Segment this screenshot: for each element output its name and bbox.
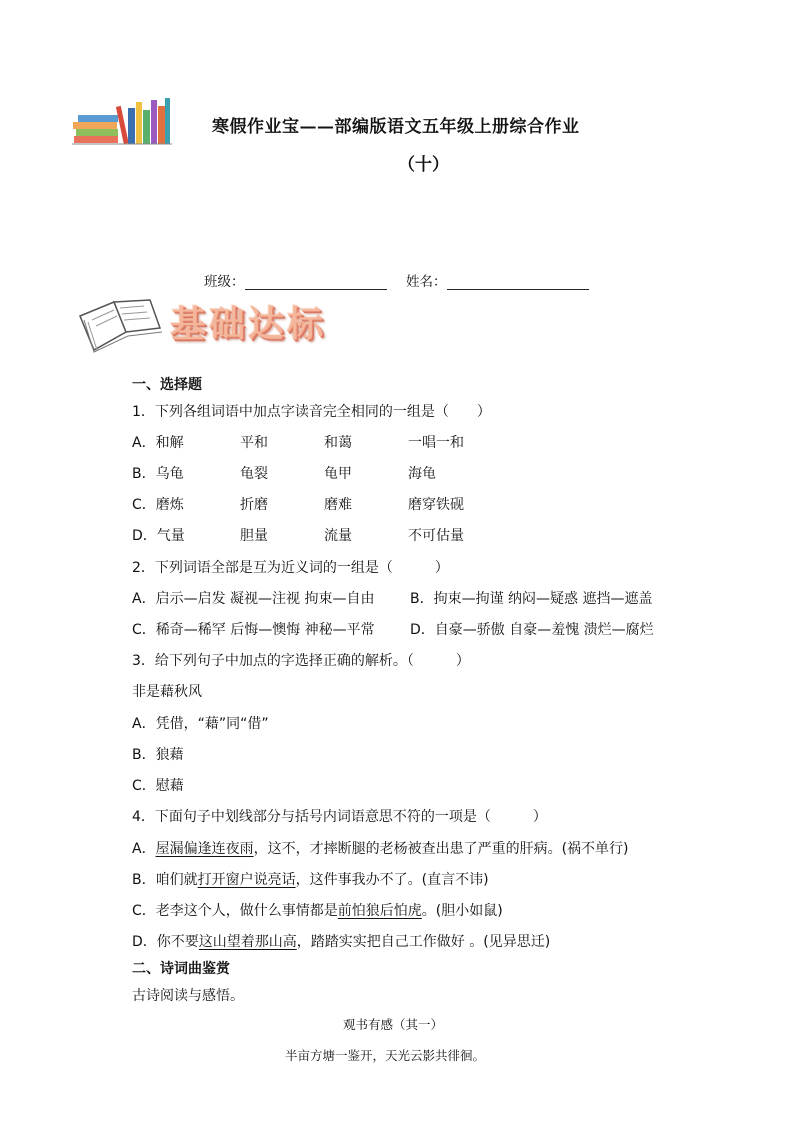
class-label: 班级： xyxy=(204,274,245,290)
q1-a-word1: A．和解 xyxy=(132,435,184,451)
q2-option-b[interactable]: B．拘束—拘谨 纳闷—疑惑 遮挡—遮盖 xyxy=(410,591,653,607)
q4-c-prefix: C．老李这个人，做什么事情都是 xyxy=(132,903,338,919)
q2-option-a[interactable]: A．启示—启发 凝视—注视 拘束—自由 xyxy=(132,591,375,607)
page-subtitle: （十） xyxy=(398,155,449,175)
q4-option-d[interactable] xyxy=(132,931,550,951)
poem-line-1: 半亩方塘一鉴开，天光云影共徘徊。 xyxy=(285,1048,486,1063)
q2-option-c[interactable]: C．稀奇—稀罕 后悔—懊悔 神秘—平常 xyxy=(132,622,375,638)
q2-option-d[interactable]: D．自豪—骄傲 自豪—羞愧 溃烂—腐烂 xyxy=(410,622,654,638)
page-title: 寒假作业宝——部编版语文五年级上册综合作业 xyxy=(212,117,580,137)
section-heading-choice: 一、选择题 xyxy=(132,377,202,393)
q4-option-b[interactable] xyxy=(132,869,489,889)
q1-c-word2: 折磨 xyxy=(240,497,268,513)
q1-a-word4: 一唱一和 xyxy=(408,435,464,451)
name-label: 姓名： xyxy=(406,274,447,290)
q1-d-word4: 不可估量 xyxy=(408,528,464,544)
q4-b-underlined: 打开窗户说亮话 xyxy=(197,872,296,888)
question-4-stem: 4．下面句子中划线部分与括号内词语意思不符的一项是（ ） xyxy=(132,809,547,825)
q1-d-word2: 胆量 xyxy=(240,528,268,544)
class-blank[interactable] xyxy=(245,275,387,290)
question-1-stem: 1．下列各组词语中加点字读音完全相同的一组是（ ） xyxy=(132,404,491,420)
q1-c-word4: 磨穿铁砚 xyxy=(408,497,464,513)
q4-option-c[interactable] xyxy=(132,900,503,920)
q4-a-prefix: A． xyxy=(132,841,156,857)
q3-sentence: 非是藉秋风 xyxy=(132,684,202,700)
q1-option-c[interactable] xyxy=(132,494,552,514)
q4-b-rest: ，这件事我办不了。(直言不讳) xyxy=(295,872,489,888)
q1-c-word1: C．磨炼 xyxy=(132,497,184,513)
q1-d-word3: 流量 xyxy=(324,528,352,544)
section-heading-poetry: 二、诗词曲鉴赏 xyxy=(132,961,230,977)
books-icon xyxy=(72,96,172,146)
question-3-stem: 3．给下列句子中加点的字选择正确的解析。（ ） xyxy=(132,653,470,669)
q1-b-word1: B．乌龟 xyxy=(132,466,184,482)
q1-d-word1: D．气量 xyxy=(132,528,185,544)
q1-b-word2: 龟裂 xyxy=(240,466,268,482)
q4-option-a[interactable] xyxy=(132,838,629,858)
poem-title: 观书有感（其一） xyxy=(343,1017,444,1032)
q1-c-word3: 磨难 xyxy=(324,497,352,513)
q1-option-a[interactable] xyxy=(132,432,552,452)
name-field[interactable] xyxy=(406,270,589,290)
q3-option-a[interactable]: A．凭借，“藉”同“借” xyxy=(132,716,269,732)
q3-option-c[interactable]: C．慰藉 xyxy=(132,778,184,794)
q1-a-word2: 平和 xyxy=(240,435,268,451)
question-2-stem: 2．下列词语全部是互为近义词的一组是（ ） xyxy=(132,560,449,576)
q4-a-underlined: 屋漏偏逢连夜雨 xyxy=(155,841,254,857)
q4-b-prefix: B．咱们就 xyxy=(132,872,198,888)
open-book-icon xyxy=(74,294,166,356)
q3-option-b[interactable]: B．狼藉 xyxy=(132,747,184,763)
q1-a-word3: 和蔼 xyxy=(324,435,352,451)
q1-option-d[interactable] xyxy=(132,525,552,545)
q4-a-rest: ，这不，才摔断腿的老杨被查出患了严重的肝病。(祸不单行) xyxy=(253,841,629,857)
q4-d-prefix: D．你不要 xyxy=(132,934,199,950)
poetry-intro: 古诗阅读与感悟。 xyxy=(132,988,244,1004)
q1-b-word3: 龟甲 xyxy=(324,466,352,482)
q4-c-underlined: 前怕狼后怕虎 xyxy=(337,903,422,919)
class-field[interactable] xyxy=(204,270,387,290)
name-blank[interactable] xyxy=(447,275,589,290)
q4-c-rest: 。(胆小如鼠) xyxy=(421,903,503,919)
section-badge: 基础达标 xyxy=(170,304,327,345)
q4-d-underlined: 这山望着那山高 xyxy=(198,934,297,950)
q1-option-b[interactable] xyxy=(132,463,552,483)
q1-b-word4: 海龟 xyxy=(408,466,436,482)
q4-d-rest: ，踏踏实实把自己工作做好 。(见异思迁) xyxy=(296,934,551,950)
